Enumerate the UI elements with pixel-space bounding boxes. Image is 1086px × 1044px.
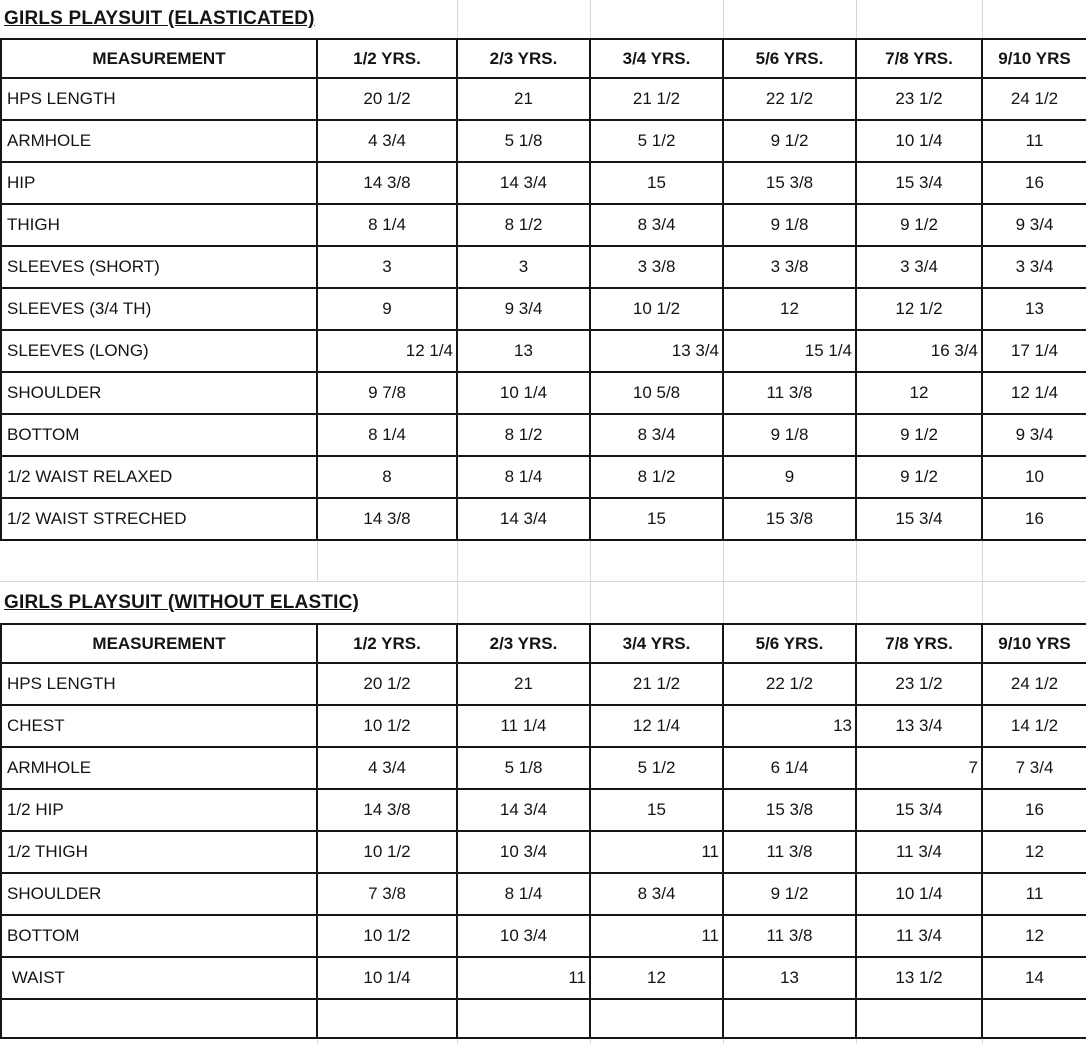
table-row bbox=[0, 247, 1086, 289]
value-cell: 9 3/4 bbox=[458, 289, 591, 329]
gridline-spacer bbox=[318, 541, 458, 581]
value-cell: 8 3/4 bbox=[591, 415, 724, 455]
value-cell: 5 1/8 bbox=[458, 748, 591, 788]
value-cell: 12 bbox=[1025, 842, 1044, 861]
value-cell: 14 3/8 bbox=[318, 499, 458, 539]
value-cell: 15 3/8 bbox=[724, 790, 857, 830]
value-cell: 8 1/2 bbox=[591, 457, 724, 497]
value-cell: 11 bbox=[1025, 131, 1044, 150]
gridline-spacer bbox=[591, 0, 724, 38]
table-title-elasticated: GIRLS PLAYSUIT (ELASTICATED) bbox=[4, 8, 315, 29]
value-cell: 9 bbox=[724, 457, 857, 497]
gridline-spacer bbox=[857, 541, 983, 581]
gridline-spacer bbox=[458, 0, 591, 38]
value-cell: 3 bbox=[458, 247, 591, 287]
value-cell: 11 3/8 bbox=[724, 373, 857, 413]
value-cell: 10 3/4 bbox=[458, 832, 591, 872]
value-cell: 14 1/2 bbox=[1010, 716, 1059, 735]
value-cell: 13 3/4 bbox=[591, 331, 724, 371]
value-cell: 12 bbox=[591, 958, 724, 998]
table-row bbox=[0, 874, 1086, 916]
value-cell: 9 3/4 bbox=[1015, 425, 1054, 444]
column-header-cell: 3/4 YRS. bbox=[591, 625, 724, 662]
column-header-cell: 7/8 YRS. bbox=[857, 625, 983, 662]
value-cell: 8 1/4 bbox=[458, 874, 591, 914]
table-row bbox=[0, 289, 1086, 331]
table-row bbox=[0, 331, 1086, 373]
header-row bbox=[0, 625, 1086, 664]
table-title-without-elastic: GIRLS PLAYSUIT (WITHOUT ELASTIC) bbox=[4, 591, 360, 613]
column-header-cell: 5/6 YRS. bbox=[724, 40, 857, 77]
value-cell: 22 1/2 bbox=[724, 664, 857, 704]
value-cell: 14 3/4 bbox=[458, 790, 591, 830]
value-cell: 10 bbox=[1025, 467, 1044, 486]
measurement-label-cell: THIGH bbox=[0, 205, 318, 245]
measurement-label-cell: BOTTOM bbox=[0, 415, 318, 455]
measurement-label-cell: HIP bbox=[0, 163, 318, 203]
value-cell: 7 3/8 bbox=[318, 874, 458, 914]
value-cell: 15 3/8 bbox=[724, 499, 857, 539]
column-header-cell: 1/2 YRS. bbox=[318, 40, 458, 77]
value-cell: 23 1/2 bbox=[857, 79, 983, 119]
value-cell: 9 1/2 bbox=[857, 205, 983, 245]
value-cell: 12 1/4 bbox=[318, 331, 458, 371]
value-cell bbox=[458, 1000, 591, 1037]
value-cell: 11 3/4 bbox=[857, 916, 983, 956]
gridline-spacer bbox=[0, 541, 318, 581]
gridline-spacer bbox=[857, 582, 983, 623]
table-row bbox=[0, 205, 1086, 247]
value-cell: 13 bbox=[458, 331, 591, 371]
value-cell: 12 1/4 bbox=[591, 706, 724, 746]
value-cell: 15 bbox=[591, 499, 724, 539]
value-cell: 8 1/4 bbox=[458, 457, 591, 497]
value-cell: 3 3/8 bbox=[724, 247, 857, 287]
table-girls-playsuit-elasticated bbox=[0, 38, 1086, 541]
gridline-spacer bbox=[724, 541, 857, 581]
value-cell: 10 1/2 bbox=[591, 289, 724, 329]
measurement-label-cell: HPS LENGTH bbox=[0, 79, 318, 119]
value-cell bbox=[318, 1000, 458, 1037]
table-row bbox=[0, 373, 1086, 415]
gridline-spacer bbox=[983, 0, 1086, 38]
gridline-spacer bbox=[724, 0, 857, 38]
value-cell: 3 3/8 bbox=[591, 247, 724, 287]
value-cell: 14 3/8 bbox=[318, 163, 458, 203]
value-cell: 24 1/2 bbox=[1010, 89, 1059, 108]
table-row bbox=[0, 79, 1086, 121]
value-cell: 5 1/2 bbox=[591, 121, 724, 161]
value-cell: 9 1/8 bbox=[724, 205, 857, 245]
title-cell bbox=[0, 0, 458, 38]
value-cell: 15 1/4 bbox=[724, 331, 857, 371]
table-row bbox=[0, 457, 1086, 499]
measurement-label-cell: SHOULDER bbox=[0, 874, 318, 914]
column-header-cell: 1/2 YRS. bbox=[318, 625, 458, 662]
measurement-label-cell: 1/2 HIP bbox=[0, 790, 318, 830]
table-row bbox=[0, 916, 1086, 958]
value-cell: 10 5/8 bbox=[591, 373, 724, 413]
value-cell: 8 bbox=[318, 457, 458, 497]
column-header-cell: 2/3 YRS. bbox=[458, 625, 591, 662]
value-cell: 6 1/4 bbox=[724, 748, 857, 788]
value-cell: 10 1/2 bbox=[318, 706, 458, 746]
value-cell: 16 bbox=[1025, 173, 1044, 192]
column-header-cell: MEASUREMENT bbox=[0, 625, 318, 662]
value-cell: 3 3/4 bbox=[857, 247, 983, 287]
value-cell: 3 3/4 bbox=[1015, 257, 1054, 276]
measurement-label-cell: SLEEVES (3/4 TH) bbox=[0, 289, 318, 329]
gridline-spacer bbox=[983, 582, 1086, 623]
table-row bbox=[0, 415, 1086, 457]
value-cell: 11 3/8 bbox=[724, 916, 857, 956]
value-cell: 22 1/2 bbox=[724, 79, 857, 119]
value-cell: 13 1/2 bbox=[857, 958, 983, 998]
value-cell: 12 1/2 bbox=[857, 289, 983, 329]
column-header-cell: 7/8 YRS. bbox=[857, 40, 983, 77]
value-cell: 12 bbox=[857, 373, 983, 413]
value-cell: 20 1/2 bbox=[318, 79, 458, 119]
value-cell: 15 bbox=[591, 790, 724, 830]
value-cell: 12 bbox=[724, 289, 857, 329]
table-row bbox=[0, 706, 1086, 748]
value-cell: 23 1/2 bbox=[857, 664, 983, 704]
value-cell: 12 bbox=[1025, 926, 1044, 945]
value-cell: 11 3/8 bbox=[724, 832, 857, 872]
value-cell: 21 bbox=[458, 664, 591, 704]
value-cell: 21 1/2 bbox=[591, 79, 724, 119]
measurement-label-cell: 1/2 THIGH bbox=[0, 832, 318, 872]
table-row bbox=[0, 958, 1086, 1000]
spacer-row bbox=[0, 541, 1086, 582]
gridline-spacer bbox=[591, 582, 724, 623]
value-cell bbox=[724, 1000, 857, 1037]
table-row bbox=[0, 748, 1086, 790]
measurement-label-cell: SLEEVES (LONG) bbox=[0, 331, 318, 371]
value-cell: 11 bbox=[1025, 884, 1044, 903]
value-cell: 5 1/8 bbox=[458, 121, 591, 161]
value-cell: 10 1/2 bbox=[318, 832, 458, 872]
column-header-cell: 3/4 YRS. bbox=[591, 40, 724, 77]
value-cell: 9 3/4 bbox=[1015, 215, 1054, 234]
value-cell: 11 bbox=[458, 958, 591, 998]
value-cell: 15 3/4 bbox=[857, 499, 983, 539]
table-row bbox=[0, 499, 1086, 541]
value-cell: 7 bbox=[857, 748, 983, 788]
value-cell: 9 7/8 bbox=[318, 373, 458, 413]
value-cell: 15 bbox=[591, 163, 724, 203]
title-row-elasticated bbox=[0, 0, 1086, 38]
value-cell: 9 1/2 bbox=[857, 457, 983, 497]
table-row bbox=[0, 664, 1086, 706]
value-cell: 4 3/4 bbox=[318, 748, 458, 788]
table-row bbox=[0, 790, 1086, 832]
value-cell: 11 bbox=[591, 916, 724, 956]
value-cell: 9 bbox=[318, 289, 458, 329]
value-cell: 9 1/2 bbox=[857, 415, 983, 455]
value-cell: 5 1/2 bbox=[591, 748, 724, 788]
measurement-label-cell: CHEST bbox=[0, 706, 318, 746]
value-cell: 8 1/2 bbox=[458, 205, 591, 245]
column-header-cell: 2/3 YRS. bbox=[458, 40, 591, 77]
value-cell: 10 1/4 bbox=[458, 373, 591, 413]
gridline-spacer bbox=[983, 541, 1086, 581]
table-row bbox=[0, 832, 1086, 874]
value-cell: 14 3/8 bbox=[318, 790, 458, 830]
column-header-cell: 9/10 YRS bbox=[998, 48, 1071, 68]
value-cell: 11 3/4 bbox=[857, 832, 983, 872]
value-cell: 21 1/2 bbox=[591, 664, 724, 704]
value-cell: 13 bbox=[1025, 299, 1044, 318]
value-cell: 15 3/8 bbox=[724, 163, 857, 203]
value-cell: 11 bbox=[591, 832, 724, 872]
header-row bbox=[0, 40, 1086, 79]
gridline-spacer bbox=[591, 541, 724, 581]
value-cell: 24 1/2 bbox=[1010, 674, 1059, 693]
value-cell: 14 bbox=[1025, 968, 1044, 987]
gridline-spacer bbox=[724, 582, 857, 623]
value-cell: 20 1/2 bbox=[318, 664, 458, 704]
value-cell: 21 bbox=[458, 79, 591, 119]
measurement-label-cell: ARMHOLE bbox=[0, 121, 318, 161]
value-cell: 9 1/2 bbox=[724, 874, 857, 914]
value-cell: 10 1/2 bbox=[318, 916, 458, 956]
column-header-cell: 5/6 YRS. bbox=[724, 625, 857, 662]
measurement-label-cell: BOTTOM bbox=[0, 916, 318, 956]
table-row bbox=[0, 121, 1086, 163]
title-cell bbox=[0, 582, 458, 623]
value-cell bbox=[983, 1000, 1086, 1037]
value-cell: 4 3/4 bbox=[318, 121, 458, 161]
value-cell: 13 3/4 bbox=[857, 706, 983, 746]
gridline-spacer bbox=[458, 582, 591, 623]
measurement-label-cell bbox=[0, 1000, 318, 1037]
value-cell: 10 1/4 bbox=[857, 874, 983, 914]
table-girls-playsuit-without-elastic bbox=[0, 623, 1086, 1039]
measurement-label-cell: 1/2 WAIST RELAXED bbox=[0, 457, 318, 497]
value-cell: 15 3/4 bbox=[857, 163, 983, 203]
measurement-label-cell: HPS LENGTH bbox=[0, 664, 318, 704]
value-cell: 10 1/4 bbox=[318, 958, 458, 998]
value-cell: 9 1/2 bbox=[724, 121, 857, 161]
value-cell: 8 1/4 bbox=[318, 205, 458, 245]
value-cell: 8 3/4 bbox=[591, 205, 724, 245]
measurement-label-cell: WAIST bbox=[0, 958, 318, 998]
value-cell: 16 3/4 bbox=[857, 331, 983, 371]
value-cell bbox=[857, 1000, 983, 1037]
value-cell: 13 bbox=[724, 958, 857, 998]
column-header-cell: MEASUREMENT bbox=[0, 40, 318, 77]
measurement-label-cell: SHOULDER bbox=[0, 373, 318, 413]
measurement-label-cell: 1/2 WAIST STRECHED bbox=[0, 499, 318, 539]
title-row-without-elastic bbox=[0, 582, 1086, 623]
value-cell: 3 bbox=[318, 247, 458, 287]
empty-row bbox=[0, 1000, 1086, 1039]
value-cell: 11 1/4 bbox=[458, 706, 591, 746]
value-cell: 9 1/8 bbox=[724, 415, 857, 455]
gridline-spacer bbox=[458, 541, 591, 581]
value-cell: 15 3/4 bbox=[857, 790, 983, 830]
value-cell bbox=[591, 1000, 724, 1037]
value-cell: 14 3/4 bbox=[458, 163, 591, 203]
value-cell: 10 1/4 bbox=[857, 121, 983, 161]
value-cell: 14 3/4 bbox=[458, 499, 591, 539]
value-cell: 8 1/2 bbox=[458, 415, 591, 455]
table-row bbox=[0, 163, 1086, 205]
value-cell: 17 1/4 bbox=[1010, 341, 1059, 360]
column-header-cell: 9/10 YRS bbox=[998, 633, 1071, 653]
value-cell: 16 bbox=[1025, 800, 1044, 819]
measurement-label-cell: ARMHOLE bbox=[0, 748, 318, 788]
measurement-label-cell: SLEEVES (SHORT) bbox=[0, 247, 318, 287]
value-cell: 10 3/4 bbox=[458, 916, 591, 956]
gridline-spacer bbox=[857, 0, 983, 38]
value-cell: 16 bbox=[1025, 509, 1044, 528]
value-cell: 7 3/4 bbox=[1015, 758, 1054, 777]
value-cell: 8 3/4 bbox=[591, 874, 724, 914]
value-cell: 12 1/4 bbox=[1010, 383, 1059, 402]
value-cell: 8 1/4 bbox=[318, 415, 458, 455]
value-cell: 13 bbox=[724, 706, 857, 746]
